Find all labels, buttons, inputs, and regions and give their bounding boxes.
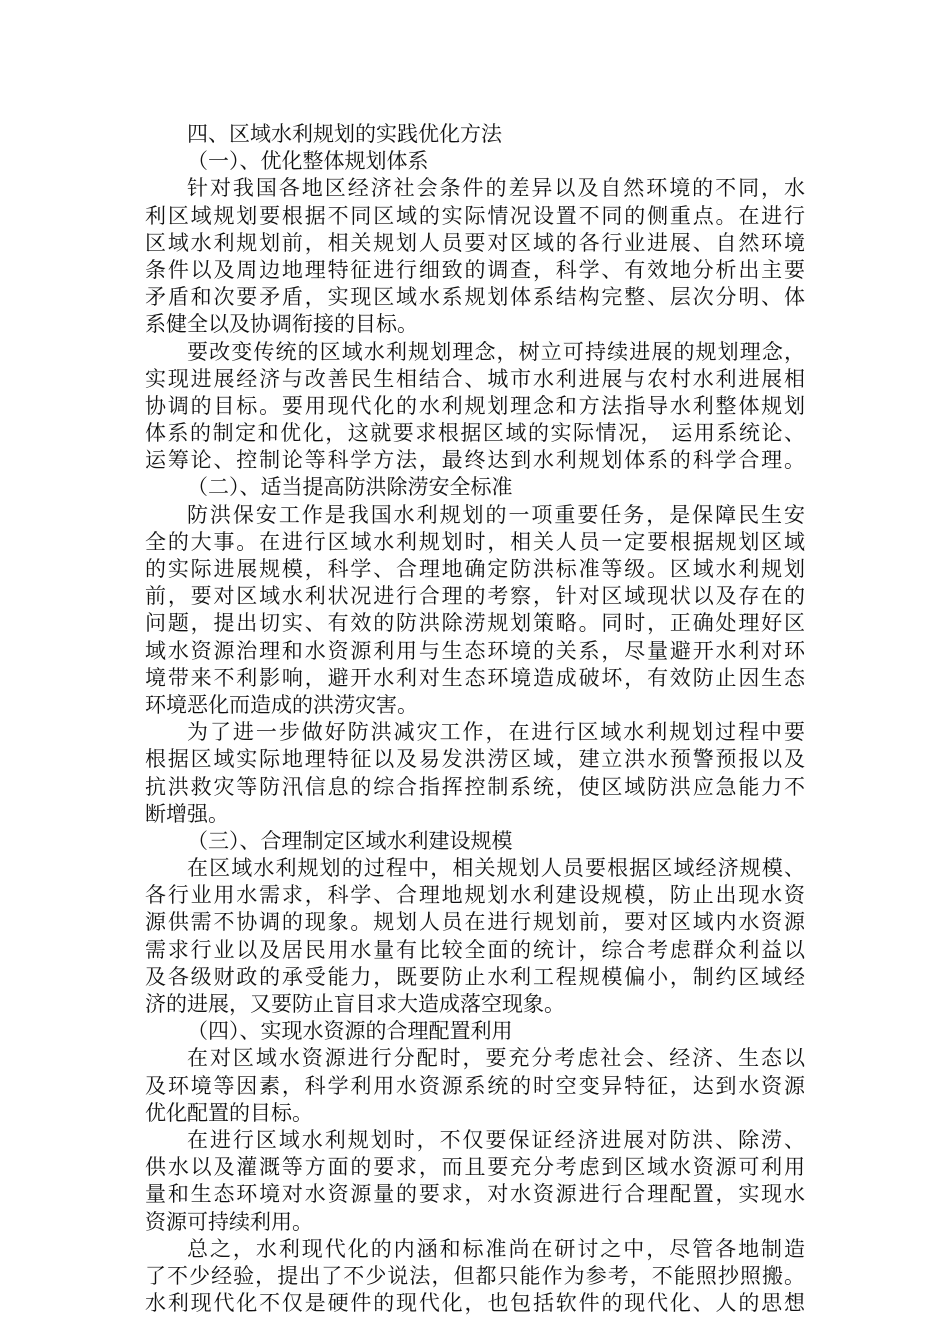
paragraph-line: 需求行业以及居民用水量有比较全面的统计，综合考虑群众利益以	[145, 937, 805, 962]
paragraph-first-line: 针对我国各地区经济社会条件的差异以及自然环境的不同，水	[187, 176, 805, 201]
paragraph-first-line: 防洪保安工作是我国水利规划的一项重要任务，是保障民生安	[187, 502, 805, 527]
paragraph-last-line: 资源可持续利用。	[145, 1209, 313, 1234]
section-heading: 四、区域水利规划的实践优化方法	[187, 122, 502, 146]
paragraph-line: 境带来不利影响，避开水利对生态环境造成破坏，有效防止因生态	[145, 665, 805, 690]
paragraph-line: 源供需不协调的现象。规划人员在进行规划前，要对区域内水资源	[145, 910, 805, 935]
paragraph-first-line: 总之，水利现代化的内涵和标准尚在研讨之中，尽管各地制造	[187, 1236, 805, 1261]
paragraph-line: 矛盾和次要矛盾，实现区域水系规划体系结构完整、层次分明、体	[145, 285, 805, 310]
paragraph-last-line: 系健全以及协调衔接的目标。	[145, 312, 418, 337]
paragraph-line: 区域水利规划前，相关规划人员要对区域的各行业进展、自然环境	[145, 230, 805, 255]
paragraph-line: 了不少经验，提出了不少说法，但都只能作为参考，不能照抄照搬。	[145, 1263, 805, 1288]
paragraph-line: 及环境等因素，科学利用水资源系统的时空变异特征，达到水资源	[145, 1073, 805, 1098]
paragraph-line: 问题，提出切实、有效的防洪除涝规划策略。同时，正确处理好区	[145, 611, 805, 636]
paragraph-last-line: 优化配置的目标。	[145, 1100, 313, 1125]
paragraph-line: 水利现代化不仅是硬件的现代化，也包括软件的现代化、人的思想	[145, 1291, 805, 1316]
paragraph-line: 量和生态环境对水资源量的要求，对水资源进行合理配置，实现水	[145, 1182, 805, 1207]
paragraph-line: 及各级财政的承受能力，既要防止水利工程规模偏小，制约区域经	[145, 964, 805, 989]
section-heading: （一）、优化整体规划体系	[187, 149, 429, 174]
paragraph-line: 利区域规划要根据不同区域的实际情况设置不同的侧重点。在进行	[145, 203, 805, 228]
paragraph-line: 条件以及周边地理特征进行细致的调查，科学、有效地分析出主要	[145, 257, 805, 282]
paragraph-line: 的实际进展规模，科学、合理地确定防洪标准等级。区域水利规划	[145, 557, 805, 581]
paragraph-first-line: 在区域水利规划的过程中，相关规划人员要根据区域经济规模、	[187, 856, 805, 881]
paragraph-last-line: 环境恶化而造成的洪涝灾害。	[145, 692, 418, 717]
paragraph-line: 根据区域实际地理特征以及易发洪涝区域，建立洪水预警预报以及	[145, 747, 805, 772]
paragraph-line: 实现进展经济与改善民生相结合、城市水利进展与农村水利进展相	[145, 366, 805, 391]
paragraph-line: 域水资源治理和水资源利用与生态环境的关系，尽量避开水利对环	[145, 638, 805, 663]
paragraph-first-line: 要改变传统的区域水利规划理念，树立可持续进展的规划理念，	[187, 339, 805, 364]
paragraph-line: 前，要对区域水利状况进行合理的考察，针对区域现状以及存在的	[145, 584, 805, 609]
document-body	[145, 121, 805, 1317]
paragraph-line: 各行业用水需求，科学、合理地规划水利建设规模，防止出现水资	[145, 883, 805, 908]
paragraph-line: 协调的目标。要用现代化的水利规划理念和方法指导水利整体规划	[145, 393, 805, 418]
paragraph-first-line: 在对区域水资源进行分配时，要充分考虑社会、经济、生态以	[187, 1046, 805, 1071]
paragraph-last-line: 断增强。	[145, 801, 229, 826]
paragraph-first-line: 在进行区域水利规划时，不仅要保证经济进展对防洪、除涝、	[187, 1127, 805, 1152]
paragraph-last-line: 济的进展，又要防止盲目求大造成落空现象。	[145, 992, 565, 1016]
section-heading: （四）、实现水资源的合理配置利用	[187, 1019, 513, 1044]
section-heading: （二）、适当提高防洪除涝安全标准	[187, 475, 513, 500]
paragraph-line: 运筹论、控制论等科学方法，最终达到水利规划体系的科学合理。	[145, 448, 805, 473]
section-heading: （三）、合理制定区域水利建设规模	[187, 828, 513, 853]
paragraph-line: 全的大事。在进行区域水利规划时，相关人员一定要根据规划区域	[145, 529, 805, 554]
paragraph-line: 体系的制定和优化，这就要求根据区域的实际情况， 运用系统论、	[145, 421, 805, 446]
paragraph-first-line: 为了进一步做好防洪减灾工作，在进行区域水利规划过程中要	[187, 720, 805, 745]
paragraph-line: 供水以及灌溉等方面的要求，而且要充分考虑到区域水资源可利用	[145, 1155, 805, 1180]
paragraph-line: 抗洪救灾等防汛信息的综合指挥控制系统，使区域防洪应急能力不	[145, 774, 805, 799]
